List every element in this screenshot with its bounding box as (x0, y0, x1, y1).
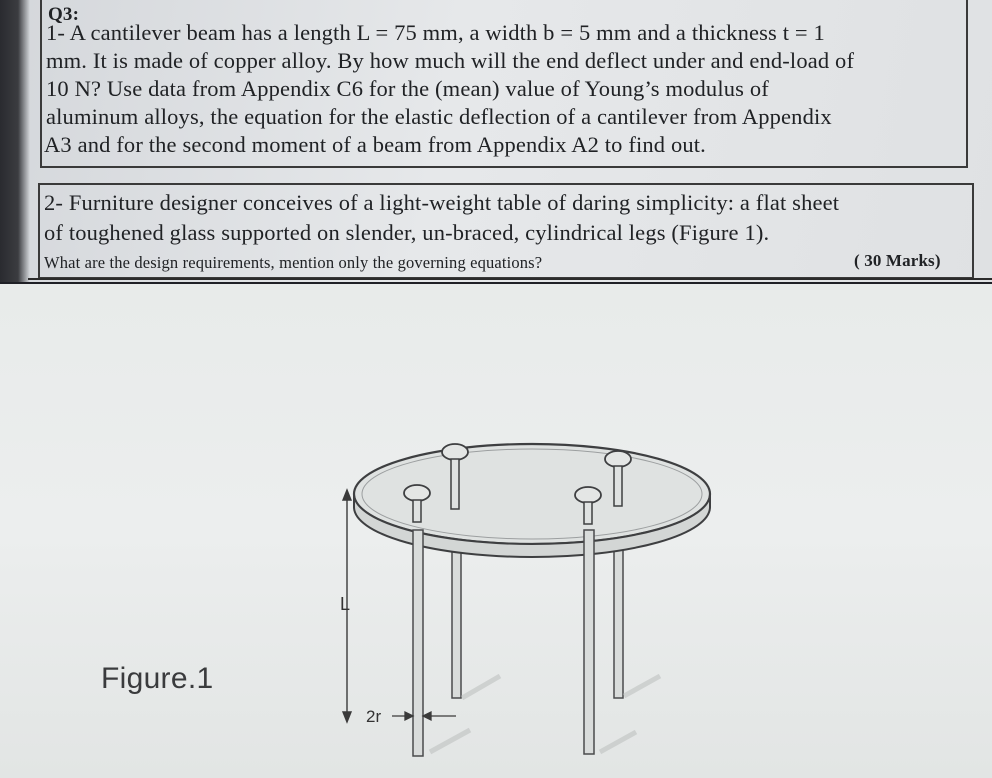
part2-line-3: What are the design requirements, mention only the governing equations? (44, 253, 543, 272)
leg-front-left (413, 530, 423, 756)
part2-line-2: of toughened glass supported on slender, un-braced, cylindrical legs (Figure 1). (44, 220, 770, 245)
part1-line-1: 1- A cantilever beam has a length L = 75 mm, a width b = 5 mm and a thickness t = 1 (46, 20, 825, 45)
question-label: Q3: (48, 4, 80, 25)
question-sheet (0, 0, 992, 282)
glass-tabletop (354, 444, 710, 557)
dimension-L-label: L (340, 594, 351, 614)
part2-line-1: 2- Furniture designer conceives of a light-weight table of daring simplicity: a flat sheet (44, 190, 840, 215)
dimension-2r-label: 2r (366, 707, 382, 726)
part1-line-4: aluminum alloys, the equation for the elastic deflection of a cantilever from Appendix (46, 104, 832, 129)
sheet-bottom-rule (28, 278, 992, 280)
figure-caption: Figure.1 (101, 662, 214, 695)
leg-shadows (430, 676, 660, 752)
part1-line-2: mm. It is made of copper alloy. By how much will the end deflect under and end-load of (46, 48, 855, 73)
photo-edge-shadow (0, 0, 30, 282)
marks-label: ( 30 Marks) (854, 251, 941, 270)
part1-line-3: 10 N? Use data from Appendix C6 for the (mean) value of Young’s modulus of (46, 76, 769, 101)
dimension-2r (392, 712, 456, 720)
table-drawing (0, 284, 992, 778)
leg-front-right (584, 530, 594, 754)
part1-line-5: A3 and for the second moment of a beam from Appendix A2 to find out. (44, 132, 706, 157)
front-legs (413, 530, 594, 756)
figure-photo (0, 284, 992, 778)
